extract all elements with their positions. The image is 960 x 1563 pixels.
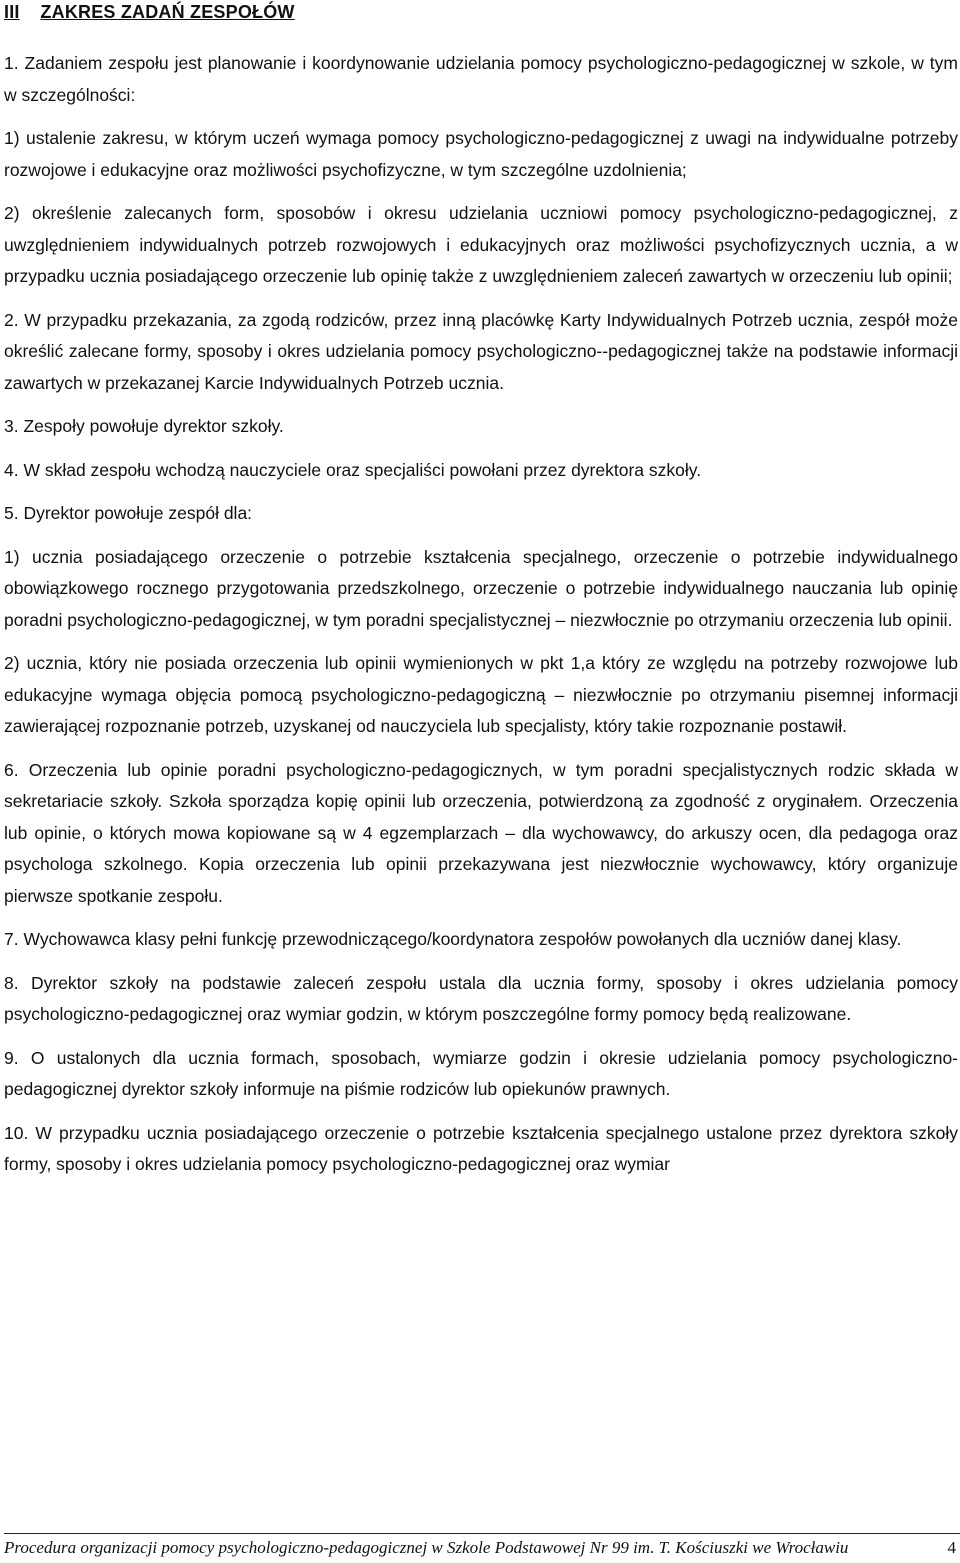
- paragraph-10: 10. W przypadku ucznia posiadającego orzeczenie o potrzebie kształcenia specjalnego ustalone przez dyrektora szkoły formy, sposoby i okres udzielania pomocy psychologiczno-pedagogicznej oraz wymiar: [4, 1122, 958, 1174]
- page-footer: [4, 1538, 956, 1558]
- paragraph-1-point-2: 2) określenie zalecanych form, sposobów i okresu udzielania uczniowi pomocy psychologiczno-pedagogicznej, z uwzględnieniem indywidualnych potrzeb rozwojowych i edukacyjnych oraz możliwości psychofizycznych ucznia, a w przypadku ucznia posiadającego orzeczenie lub opinię także z uwzględnieniem zaleceń zawartych w orzeczeniu lub opinii;: [4, 203, 958, 286]
- paragraph-5: 5. Dyrektor powołuje zespół dla:: [4, 503, 253, 523]
- footer-divider: [4, 1533, 960, 1534]
- paragraph-7: 7. Wychowawca klasy pełni funkcję przewodniczącego/koordynatora zespołów powołanych dla uczniów danej klasy.: [4, 929, 902, 949]
- paragraph-5-point-2: 2) ucznia, który nie posiada orzeczenia lub opinii wymienionych w pkt 1,a który ze względu na potrzeby rozwojowe lub edukacyjne wymaga objęcia pomocą psychologiczno-pedagogiczną – niezwłocznie po otrzymaniu pisemnej informacji zawierającej rozpoznanie potrzeb, uzyskanej od nauczyciela lub specjalisty, który takie rozpoznanie postawił.: [4, 653, 958, 736]
- document-body: [4, 48, 958, 1181]
- section-title: ZAKRES ZADAŃ ZESPOŁÓW: [40, 2, 295, 22]
- paragraph-9: 9. O ustalonych dla ucznia formach, sposobach, wymiarze godzin i okresie udzielania pomocy psychologiczno-pedagogicznej dyrektor szkoły informuje na piśmie rodziców lub opiekunów prawnych.: [4, 1047, 958, 1099]
- paragraph-6: 6. Orzeczenia lub opinie poradni psychologiczno-pedagogicznych, w tym poradni specjalistycznych rodzic składa w sekretariacie szkoły. Szkoła sporządza kopię opinii lub orzeczenia, potwierdzoną za zgodność z oryginałem. Orzeczenia lub opinie, o których mowa kopiowane są w 4 egzemplarzach – dla wychowawcy, do arkuszy ocen, dla pedagoga oraz psychologa szkolnego. Kopia orzeczenia lub opinii przekazywana jest niezwłocznie wychowawcy, który organizuje pierwsze spotkanie zespołu.: [4, 759, 958, 906]
- page-number: 4: [947, 1538, 956, 1557]
- paragraph-8: 8. Dyrektor szkoły na podstawie zaleceń zespołu ustala dla ucznia formy, sposoby i okres udzielania pomocy psychologiczno-pedagogicznej oraz wymiar godzin, w którym poszczególne formy pomocy będą realizowane.: [4, 972, 958, 1024]
- section-heading: [4, 2, 295, 23]
- paragraph-1: 1. Zadaniem zespołu jest planowanie i koordynowanie udzielania pomocy psychologiczno-pedagogicznej w szkole, w tym w szczególności:: [4, 53, 958, 105]
- section-number: III: [4, 2, 20, 22]
- paragraph-5-point-1: 1) ucznia posiadającego orzeczenie o potrzebie kształcenia specjalnego, orzeczenie o potrzebie indywidualnego obowiązkowego rocznego przygotowania przedszkolnego, orzeczenie o potrzebie indywidualnego nauczania lub opinię poradni psychologiczno-pedagogicznej, w tym poradni specjalistycznej – niezwłocznie po otrzymaniu orzeczenia lub opinii.: [4, 546, 958, 630]
- paragraph-3: 3. Zespoły powołuje dyrektor szkoły.: [4, 416, 284, 436]
- paragraph-1-point-1: 1) ustalenie zakresu, w którym uczeń wymaga pomocy psychologiczno-pedagogicznej z uwagi na indywidualne potrzeby rozwojowe i edukacyjne oraz możliwości psychofizyczne, w tym szczególne uzdolnienia;: [4, 128, 958, 180]
- paragraph-2: 2. W przypadku przekazania, za zgodą rodziców, przez inną placówkę Karty Indywidualnych Potrzeb ucznia, zespół może określić zalecane formy, sposoby i okres udzielania pomocy psychologiczno--pedagogicznej także na podstawie informacji zawartych w przekazanej Karcie Indywidualnych Potrzeb ucznia.: [4, 309, 958, 393]
- footer-text: Procedura organizacji pomocy psychologiczno-pedagogicznej w Szkole Podstawowej Nr 99 im. T. Kościuszki we Wrocławiu: [4, 1538, 849, 1557]
- paragraph-4: 4. W skład zespołu wchodzą nauczyciele oraz specjaliści powołani przez dyrektora szkoły.: [4, 459, 702, 480]
